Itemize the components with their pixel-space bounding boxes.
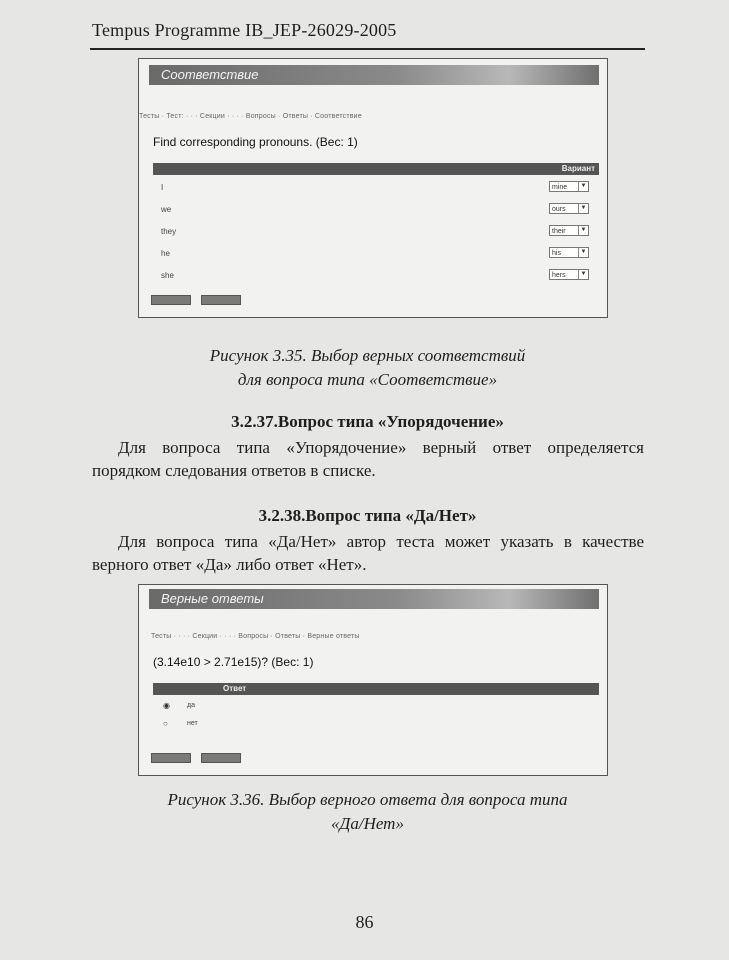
select-value: hers xyxy=(552,272,566,279)
answer-select[interactable] xyxy=(549,181,589,192)
select-value: mine xyxy=(552,184,568,191)
figure-window-title: Соответствие xyxy=(149,65,599,85)
section-paragraph-3-2-37: Для вопроса типа «Упорядочение» верный ответ определяется порядком следования ответов в списке. xyxy=(92,438,644,480)
radio-unselected-icon[interactable]: ○ xyxy=(163,719,168,728)
chevron-down-icon: ▼ xyxy=(578,270,588,279)
figure-table-header xyxy=(153,163,599,175)
cancel-button[interactable] xyxy=(201,295,241,305)
caption-line: Рисунок 3.35. Выбор верных соответствий xyxy=(209,346,526,365)
figure-table-header xyxy=(153,683,599,695)
figure-caption-3-35 xyxy=(90,344,645,392)
option-label-yes: да xyxy=(187,702,195,709)
figure-question: (3.14e10 > 2.71e15)? (Вес: 1) xyxy=(153,655,314,669)
figure-breadcrumb: Тесты · · · · Секции · · · · Вопросы · Ответы · Верные ответы xyxy=(151,633,360,640)
chevron-down-icon: ▼ xyxy=(578,204,588,213)
radio-selected-icon[interactable]: ◉ xyxy=(163,701,170,710)
row-pronoun: they xyxy=(161,227,177,236)
row-pronoun: she xyxy=(161,271,174,280)
figure-3-35 xyxy=(138,58,608,318)
figure-question: Find corresponding pronouns. (Вес: 1) xyxy=(153,135,358,149)
chevron-down-icon: ▼ xyxy=(578,226,588,235)
caption-line: для вопроса типа «Соответствие» xyxy=(237,370,498,389)
select-value: their xyxy=(552,228,566,235)
page-number: 86 xyxy=(355,912,374,932)
row-pronoun: he xyxy=(161,249,170,258)
figure-window-title: Верные ответы xyxy=(149,589,599,609)
option-label-no: нет xyxy=(187,720,198,727)
section-heading-3-2-38: 3.2.38.Вопрос типа «Да/Нет» xyxy=(258,506,477,525)
figure-caption-3-36 xyxy=(90,788,645,836)
caption-line: «Да/Нет» xyxy=(331,814,404,833)
column-header-variant: Вариант xyxy=(561,164,595,173)
save-button[interactable] xyxy=(151,295,191,305)
select-value: his xyxy=(552,250,561,257)
figure-3-36 xyxy=(138,584,608,776)
section-heading-3-2-37: 3.2.37.Вопрос типа «Упорядочение» xyxy=(231,412,504,431)
save-button[interactable] xyxy=(151,753,191,763)
running-header: Tempus Programme IB_JEP-26029-2005 xyxy=(92,20,397,40)
cancel-button[interactable] xyxy=(201,753,241,763)
answer-select[interactable] xyxy=(549,269,589,280)
row-pronoun: I xyxy=(161,183,164,192)
chevron-down-icon: ▼ xyxy=(578,182,588,191)
select-value: ours xyxy=(552,206,566,213)
column-header-answer: Ответ xyxy=(223,684,247,693)
section-paragraph-3-2-38: Для вопроса типа «Да/Нет» автор теста может указать в качестве верного ответ «Да» либо ответ «Нет». xyxy=(92,532,644,574)
answer-select[interactable] xyxy=(549,203,589,214)
header-rule xyxy=(90,48,645,50)
caption-line: Рисунок 3.36. Выбор верного ответа для вопроса типа xyxy=(167,790,568,809)
row-pronoun: we xyxy=(161,205,172,214)
chevron-down-icon: ▼ xyxy=(578,248,588,257)
answer-select[interactable] xyxy=(549,247,589,258)
figure-breadcrumb: Тесты · Тест: · · · Секции · · · · Вопросы · Ответы · Соответствие xyxy=(139,113,362,120)
answer-select[interactable] xyxy=(549,225,589,236)
